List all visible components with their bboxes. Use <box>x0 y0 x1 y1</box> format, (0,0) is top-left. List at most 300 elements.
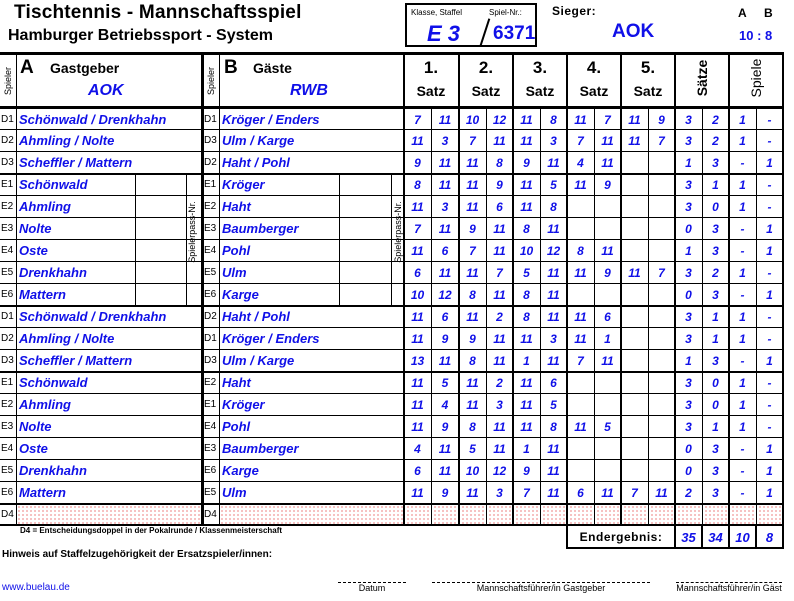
player-id-b: E1 <box>204 399 217 410</box>
set-score: 11 <box>601 354 614 368</box>
d4-dotted-fill <box>406 505 430 524</box>
player-id-a: D1 <box>1 311 14 322</box>
saetze-value: 3 <box>685 332 692 346</box>
set-score: 11 <box>547 222 560 236</box>
player-name-a: Mattern <box>19 485 66 500</box>
player-id-a: D4 <box>1 509 14 520</box>
spiele-value: 1 <box>739 200 746 214</box>
set-score: 11 <box>547 354 560 368</box>
player-id-b: E5 <box>204 267 217 278</box>
gastgeber-signature: Mannschaftsführer/in Gastgeber <box>432 582 650 593</box>
set-score: 11 <box>438 464 452 478</box>
player-id-b: D2 <box>204 311 217 322</box>
spiele-value: 1 <box>766 244 773 258</box>
set-score: 9 <box>523 156 530 170</box>
set-score: 11 <box>438 113 452 127</box>
set-score: 9 <box>441 486 449 500</box>
set-score: 11 <box>601 486 614 500</box>
saetze-value: 0 <box>712 200 719 214</box>
saetze-value: 3 <box>712 464 719 478</box>
sieger-label: Sieger: <box>552 4 597 18</box>
player-id-b: E4 <box>204 245 217 256</box>
player-id-b: D3 <box>204 355 217 366</box>
set-score: 11 <box>574 420 587 434</box>
set-score: 9 <box>604 178 611 192</box>
set-score: 8 <box>550 420 557 434</box>
player-name-b: Kröger <box>222 397 265 412</box>
set-score: 9 <box>441 420 449 434</box>
set-score: 11 <box>574 310 587 324</box>
spiele-value: - <box>767 420 772 434</box>
d4-note: D4 = Entscheidungsdoppel in der Pokalrunde / Klassenmeisterschaft <box>20 526 283 535</box>
set-score: 8 <box>550 113 557 127</box>
spiele-value: - <box>767 134 772 148</box>
player-name-b: Ulm <box>222 485 247 500</box>
saetze-value: 3 <box>712 354 719 368</box>
set-score: 11 <box>411 420 424 434</box>
spiele-value: 1 <box>739 398 746 412</box>
set-number: 1. <box>423 58 439 77</box>
set-number: 4. <box>586 58 602 77</box>
spiele-value: - <box>767 376 772 390</box>
set-score: 5 <box>441 376 449 390</box>
endergebnis-value: 35 <box>681 530 696 545</box>
set-score: 11 <box>520 398 533 412</box>
set-score: 11 <box>493 222 506 236</box>
player-name-a: Schönwald <box>19 375 88 390</box>
row-line <box>0 129 784 130</box>
sieger-value: AOK <box>612 21 655 42</box>
set-score: 8 <box>414 178 421 192</box>
player-id-b: D1 <box>204 333 217 344</box>
set-score: 11 <box>547 442 560 456</box>
set-score: 7 <box>658 134 665 148</box>
set-score: 11 <box>493 134 506 148</box>
set-score: 11 <box>466 310 479 324</box>
d4-dotted-fill <box>731 505 755 524</box>
set-score: 7 <box>523 486 530 500</box>
d4-dotted-fill <box>677 505 701 524</box>
player-name-a: Ahmling <box>19 199 71 214</box>
set-score: 11 <box>547 464 560 478</box>
team-a-name: AOK <box>88 82 124 99</box>
player-name-b: Haht / Pohl <box>222 155 290 170</box>
set-score: 7 <box>577 134 584 148</box>
saetze-value: 0 <box>712 398 719 412</box>
player-name-b: Kröger / Enders <box>222 331 320 346</box>
set-score: 11 <box>466 376 479 390</box>
col-line <box>648 108 649 525</box>
spiele-value: 1 <box>766 354 773 368</box>
set-score: 7 <box>469 244 476 258</box>
player-id-a: D3 <box>1 157 14 168</box>
set-score: 11 <box>438 156 452 170</box>
spiele-value: 1 <box>766 222 773 236</box>
set-score: 10 <box>465 113 480 127</box>
set-label: Satz <box>633 83 663 99</box>
saetze-value: 3 <box>712 442 719 456</box>
team-a-letter: A <box>20 57 34 78</box>
set-score: 8 <box>523 222 530 236</box>
saetze-value: 0 <box>685 222 692 236</box>
set-number: 3. <box>532 58 548 77</box>
player-id-b: E3 <box>204 223 217 234</box>
player-name-b: Haht <box>222 199 251 214</box>
saetze-value: 3 <box>712 156 719 170</box>
klasse-label: Klasse, Staffel <box>411 8 462 17</box>
d4-dotted-fill <box>220 505 403 524</box>
set-score: 7 <box>577 354 584 368</box>
player-id-a: E3 <box>1 421 14 432</box>
saetze-value: 3 <box>712 486 719 500</box>
player-name-b: Ulm / Karge <box>222 353 295 368</box>
set-score: 11 <box>547 266 560 280</box>
saetze-value: 2 <box>712 113 719 127</box>
set-score: 11 <box>520 200 533 214</box>
set-score: 1 <box>604 332 611 346</box>
saetze-value: 0 <box>685 464 692 478</box>
set-score: 8 <box>523 310 530 324</box>
player-name-a: Ahmling <box>19 397 71 412</box>
spiele-value: - <box>740 244 745 258</box>
set-score: 9 <box>496 178 503 192</box>
spiele-value: - <box>767 200 772 214</box>
player-name-b: Baumberger <box>222 441 299 456</box>
spiele-value: - <box>740 288 745 302</box>
player-id-a: D1 <box>1 114 14 125</box>
set-score: 7 <box>658 266 665 280</box>
spieler-label-a: Spieler <box>3 67 13 96</box>
set-score: 5 <box>523 266 530 280</box>
set-score: 11 <box>411 200 424 214</box>
player-name-b: Baumberger <box>222 221 299 236</box>
set-score: 11 <box>574 332 587 346</box>
spielerpass-label-a: Spielerpass-Nr. <box>187 201 197 263</box>
player-name-b: Pohl <box>222 243 251 258</box>
set-score: 11 <box>493 420 506 434</box>
team-b-letter: B <box>224 57 238 78</box>
set-score: 8 <box>469 420 476 434</box>
set-score: 11 <box>547 288 560 302</box>
team-b-name: RWB <box>290 82 328 99</box>
spiele-value: - <box>740 156 745 170</box>
set-score: 11 <box>601 156 614 170</box>
saetze-value: 3 <box>685 134 692 148</box>
set-score: 4 <box>414 442 421 456</box>
row-line <box>0 239 784 240</box>
row-line <box>0 195 784 196</box>
set-score: 8 <box>469 354 476 368</box>
spielerpass-label-b: Spielerpass-Nr. <box>393 201 403 263</box>
set-score: 11 <box>493 288 506 302</box>
row-line <box>0 108 784 109</box>
player-id-b: D3 <box>204 135 217 146</box>
player-id-b: E2 <box>204 377 217 388</box>
col-line <box>391 173 392 305</box>
endergebnis-value: 10 <box>735 530 750 545</box>
spiele-value: 1 <box>739 266 746 280</box>
set-score: 11 <box>520 376 533 390</box>
set-score: 11 <box>493 354 506 368</box>
team-a-label: A <box>738 6 747 20</box>
set-score: 8 <box>550 200 557 214</box>
player-name-b: Ulm <box>222 265 247 280</box>
spiele-value: - <box>767 113 772 127</box>
set-score: 11 <box>574 113 587 127</box>
spiele-value: - <box>740 354 745 368</box>
set-score: 7 <box>414 113 421 127</box>
player-id-a: E4 <box>1 443 14 454</box>
d4-dotted-fill <box>758 505 782 524</box>
player-name-a: Drenkhahn <box>19 463 87 478</box>
table-top-border <box>0 52 784 55</box>
set-score: 11 <box>520 134 533 148</box>
d4-dotted-fill <box>17 505 201 524</box>
set-score: 8 <box>523 288 530 302</box>
row-line <box>0 459 784 460</box>
set-score: 11 <box>411 244 424 258</box>
player-name-b: Karge <box>222 287 259 302</box>
set-score: 10 <box>410 288 425 302</box>
set-score: 2 <box>496 376 503 390</box>
d4-dotted-fill <box>433 505 458 524</box>
set-score: 3 <box>441 200 449 214</box>
set-score: 3 <box>550 332 557 346</box>
spiele-value: - <box>740 442 745 456</box>
saetze-value: 3 <box>712 222 719 236</box>
set-score: 1 <box>523 442 530 456</box>
set-score: 9 <box>604 266 611 280</box>
col-line <box>219 55 220 524</box>
set-label: Satz <box>579 83 609 99</box>
set-score: 11 <box>520 420 533 434</box>
set-score: 9 <box>469 222 476 236</box>
player-name-a: Oste <box>19 243 48 258</box>
d4-dotted-fill <box>542 505 566 524</box>
saetze-value: 3 <box>685 113 692 127</box>
player-name-a: Scheffler / Mattern <box>19 353 133 368</box>
spiele-value: - <box>767 310 772 324</box>
set-score: 11 <box>520 113 533 127</box>
set-score: 11 <box>411 376 424 390</box>
set-score: 11 <box>655 486 668 500</box>
spieler-label-b: Spieler <box>206 67 216 96</box>
team-b-label: B <box>764 6 773 20</box>
set-label: Satz <box>471 83 501 99</box>
saetze-value: 1 <box>712 310 719 324</box>
spiele-value: 1 <box>739 310 746 324</box>
set-score: 11 <box>574 266 587 280</box>
saetze-value: 3 <box>685 266 692 280</box>
set-score: 7 <box>469 134 476 148</box>
player-id-b: D2 <box>204 157 217 168</box>
set-score: 5 <box>604 420 611 434</box>
saetze-value: 1 <box>685 354 692 368</box>
player-id-b: E4 <box>204 421 217 432</box>
row-line <box>0 283 784 284</box>
set-score: 11 <box>438 222 452 236</box>
player-id-b: E6 <box>204 465 217 476</box>
saetze-value: 1 <box>685 244 692 258</box>
saetze-value: 2 <box>712 266 719 280</box>
set-score: 8 <box>469 288 476 302</box>
website-link[interactable]: www.buelau.de <box>2 582 70 593</box>
set-number: 2. <box>478 58 494 77</box>
endergebnis-value: 8 <box>765 530 774 545</box>
player-id-b: E1 <box>204 179 217 190</box>
player-name-b: Kröger <box>222 177 265 192</box>
set-score: 11 <box>574 178 587 192</box>
row-line <box>0 349 784 350</box>
player-id-a: D2 <box>1 135 14 146</box>
set-score: 11 <box>493 332 506 346</box>
set-number: 5. <box>640 58 656 77</box>
saetze-value: 0 <box>712 376 719 390</box>
row-line <box>0 415 784 416</box>
gaeste-signature: Mannschaftsführer/in Gäst <box>676 583 782 593</box>
player-name-b: Kröger / Enders <box>222 112 320 127</box>
player-id-a: E2 <box>1 399 14 410</box>
set-score: 11 <box>493 442 506 456</box>
klasse-value: E 3 <box>427 21 461 46</box>
player-name-a: Schönwald / Drenkhahn <box>19 309 167 324</box>
set-score: 6 <box>414 464 421 478</box>
player-name-a: Scheffler / Mattern <box>19 155 133 170</box>
set-score: 5 <box>550 178 557 192</box>
d4-dotted-fill <box>650 505 674 524</box>
set-score: 2 <box>496 310 503 324</box>
saetze-value: 1 <box>712 178 719 192</box>
row-line <box>0 327 784 328</box>
saetze-value: 2 <box>712 134 719 148</box>
spiele-value: 1 <box>739 420 746 434</box>
d4-dotted-fill <box>515 505 539 524</box>
set-score: 6 <box>577 486 584 500</box>
team-a-role: Gastgeber <box>50 60 120 76</box>
player-name-a: Schönwald <box>19 177 88 192</box>
player-name-b: Haht <box>222 375 251 390</box>
spielnr-label: Spiel-Nr.: <box>489 8 522 17</box>
page-title: Tischtennis - Mannschaftsspiel <box>14 2 302 23</box>
team-b-role: Gäste <box>253 60 292 76</box>
set-score: 11 <box>601 134 614 148</box>
spiele-value: - <box>767 178 772 192</box>
set-score: 11 <box>466 266 479 280</box>
set-score: 6 <box>550 376 557 390</box>
set-score: 9 <box>414 156 421 170</box>
set-score: 11 <box>411 332 424 346</box>
player-id-a: E1 <box>1 179 14 190</box>
set-score: 6 <box>441 310 449 324</box>
set-score: 11 <box>601 244 614 258</box>
player-id-b: E6 <box>204 289 217 300</box>
set-score: 11 <box>411 486 424 500</box>
set-score: 4 <box>577 156 584 170</box>
spiele-value: - <box>767 398 772 412</box>
set-score: 1 <box>523 354 530 368</box>
row-line <box>0 217 784 218</box>
set-label: Satz <box>525 83 555 99</box>
set-score: 11 <box>547 156 560 170</box>
endergebnis-value: 34 <box>708 530 723 545</box>
player-id-a: E2 <box>1 201 14 212</box>
set-score: 9 <box>658 113 665 127</box>
player-id-a: E1 <box>1 377 14 388</box>
set-score: 11 <box>547 310 560 324</box>
saetze-value: 0 <box>685 442 692 456</box>
set-score: 11 <box>438 178 452 192</box>
spiele-value: - <box>740 222 745 236</box>
set-score: 9 <box>441 332 449 346</box>
set-score: 12 <box>492 113 507 127</box>
saetze-value: 3 <box>685 398 692 412</box>
player-name-a: Nolte <box>19 419 52 434</box>
spiele-value: 1 <box>739 178 746 192</box>
saetze-value: 1 <box>712 420 719 434</box>
set-score: 9 <box>523 464 530 478</box>
saetze-value: 3 <box>685 420 692 434</box>
spiele-value: 1 <box>739 113 746 127</box>
player-id-b: D1 <box>204 114 217 125</box>
set-score: 11 <box>628 113 641 127</box>
set-score: 9 <box>469 332 476 346</box>
hinweis-text: Hinweis auf Staffelzugehörigkeit der Ersatzspieler/innen: <box>2 549 273 560</box>
set-score: 11 <box>466 486 479 500</box>
player-name-a: Oste <box>19 441 48 456</box>
set-score: 13 <box>410 354 425 368</box>
match-score: 10 : 8 <box>739 28 773 43</box>
player-id-a: E5 <box>1 465 14 476</box>
set-score: 11 <box>438 354 452 368</box>
set-score: 8 <box>577 244 584 258</box>
col-line <box>339 173 340 305</box>
set-score: 3 <box>550 134 557 148</box>
d4-dotted-fill <box>704 505 728 524</box>
set-score: 7 <box>414 222 421 236</box>
set-score: 6 <box>441 244 449 258</box>
set-label: Satz <box>416 83 446 99</box>
set-score: 10 <box>519 244 534 258</box>
spiele-value: 1 <box>766 288 773 302</box>
set-score: 12 <box>492 464 507 478</box>
player-id-b: D4 <box>204 509 217 520</box>
set-score: 11 <box>411 134 424 148</box>
d4-dotted-fill <box>596 505 620 524</box>
set-score: 12 <box>438 288 452 302</box>
set-score: 11 <box>628 134 641 148</box>
set-score: 7 <box>631 486 638 500</box>
set-score: 11 <box>520 178 533 192</box>
set-score: 11 <box>547 486 560 500</box>
set-score: 6 <box>604 310 611 324</box>
saetze-header: Sätze <box>694 59 710 97</box>
set-score: 11 <box>466 156 479 170</box>
set-score: 11 <box>466 398 479 412</box>
saetze-value: 2 <box>685 486 692 500</box>
set-score: 11 <box>411 310 424 324</box>
set-score: 11 <box>466 200 479 214</box>
set-score: 4 <box>441 398 449 412</box>
player-id-b: E3 <box>204 443 217 454</box>
d4-dotted-fill <box>623 505 647 524</box>
spiele-value: 1 <box>739 376 746 390</box>
spielnr-value: 6371 <box>493 23 536 44</box>
player-id-a: D3 <box>1 355 14 366</box>
set-score: 7 <box>496 266 503 280</box>
set-score: 11 <box>438 266 452 280</box>
spiele-header: Spiele <box>748 58 764 98</box>
row-line <box>0 481 784 482</box>
